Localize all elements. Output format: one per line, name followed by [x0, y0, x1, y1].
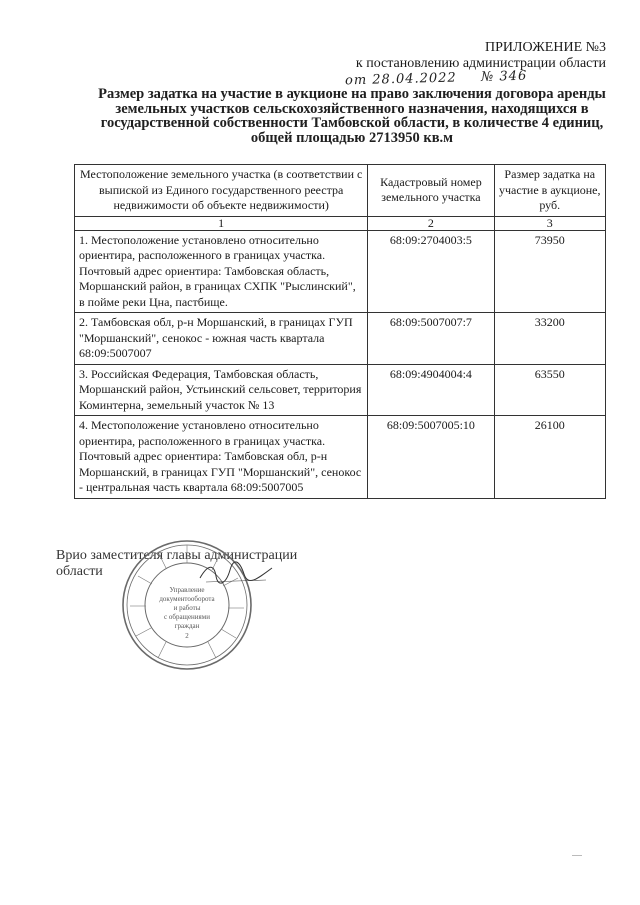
- cadastral-cell: 68:09:5007005:10: [368, 416, 494, 499]
- header-deposit: Размер задатка на участие в аукционе, руб.: [494, 165, 606, 217]
- number-prefix: №: [480, 69, 495, 85]
- svg-text:с обращениями: с обращениями: [164, 613, 210, 621]
- table-row: [75, 416, 606, 499]
- table-row: [75, 230, 606, 313]
- appendix-title: ПРИЛОЖЕНИЕ №3: [485, 40, 606, 55]
- location-cell: 2. Тамбовская обл, р-н Моршанский, в границах ГУП "Моршанский", сенокос - южная часть квартала 68:09:5007007: [75, 313, 368, 365]
- signature-title: Врио заместителя главы администрации: [56, 548, 298, 563]
- deposit-cell: 33200: [494, 313, 606, 365]
- location-cell: 1. Местоположение установлено относительно ориентира, расположенного в границах участка. Почтовый адрес ориентира: Тамбовская область, Моршанский район, в границах СХПК "Рыслинский", в пойме реки Цна, пастбище.: [75, 230, 368, 313]
- svg-text:граждан: граждан: [174, 622, 200, 630]
- deposit-cell: 73950: [494, 230, 606, 313]
- svg-text:и работы: и работы: [173, 604, 201, 612]
- svg-text:Управление: Управление: [169, 586, 205, 594]
- column-number: 1: [75, 216, 368, 230]
- signature-title-cont: области: [56, 564, 103, 579]
- deposit-cell: 26100: [494, 416, 606, 499]
- cadastral-cell: 68:09:4904004:4: [368, 364, 494, 416]
- table-row: [75, 313, 606, 365]
- appendix-subtitle: к постановлению администрации области: [355, 56, 606, 71]
- handwritten-signature: [196, 558, 276, 588]
- cadastral-cell: 68:09:2704003:5: [368, 230, 494, 313]
- deposit-cell: 63550: [494, 364, 606, 416]
- document-title: Размер задатка на участие в аукционе на право заключения договора аренды земельных участков сельскохозяйственного назначения, находящихся в государственной собственности Тамбовской области, в количестве 4 единиц, общей площадью 2713950 кв.м: [98, 86, 606, 146]
- location-cell: 4. Местоположение установлено относительно ориентира, расположенного в границах участка. Почтовый адрес ориентира: Тамбовская обл, р-н Моршанский, в границах ГУП "Моршанский", сенокос - центральная часть квартала 68:09:5007005: [75, 416, 368, 499]
- table-header-row: [75, 165, 606, 217]
- header-location: Местоположение земельного участка (в соответствии с выпиской из Единого государственного реестра недвижимости об объекте недвижимости): [75, 165, 368, 217]
- table-row: [75, 364, 606, 416]
- column-number-row: [75, 216, 606, 230]
- number-value: 346: [499, 68, 528, 85]
- deposit-table: [74, 164, 606, 499]
- svg-text:документооборота: документооборота: [159, 595, 215, 603]
- column-number: 3: [494, 216, 606, 230]
- scan-mark: [572, 855, 582, 856]
- date-prefix: от: [344, 72, 368, 89]
- cadastral-cell: 68:09:5007007:7: [368, 313, 494, 365]
- column-number: 2: [368, 216, 494, 230]
- date-value: 28.04.2022: [372, 70, 457, 88]
- location-cell: 3. Российская Федерация, Тамбовская область, Моршанский район, Устьинский сельсовет, территория Коминтерна, земельный участок № 13: [75, 364, 368, 416]
- svg-text:2: 2: [185, 632, 189, 640]
- appendix-header: [306, 40, 606, 72]
- header-cadastral: Кадастровый номер земельного участка: [368, 165, 494, 217]
